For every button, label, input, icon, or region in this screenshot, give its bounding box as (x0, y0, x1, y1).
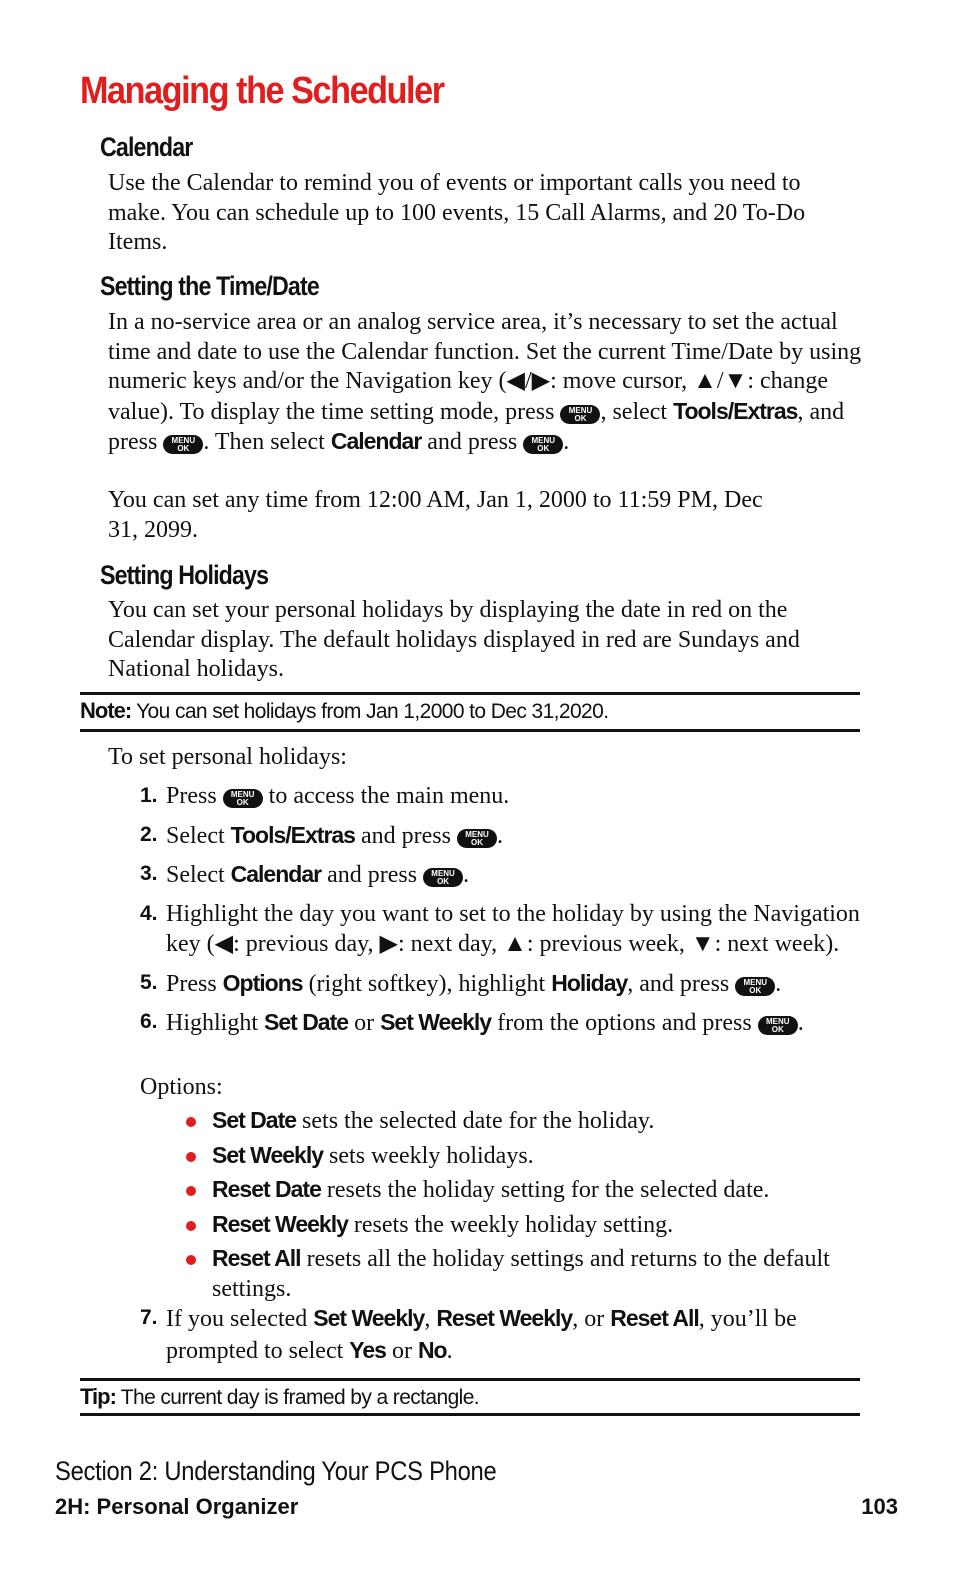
step-number: 1. (140, 784, 158, 807)
text-run: , and press (627, 970, 736, 997)
tip-label: Tip: (80, 1384, 116, 1409)
tip-text: The current day is framed by a rectangle. (115, 1386, 480, 1409)
menu-ok-key-icon (457, 829, 497, 848)
text-run: : next week). (714, 931, 840, 957)
page-title: Managing the Scheduler (80, 70, 444, 112)
step-number: 5. (140, 970, 158, 994)
option-item (186, 1244, 866, 1304)
text-run: , or (572, 1306, 611, 1332)
step-number: 6. (140, 1010, 158, 1033)
text-run: . (496, 822, 503, 849)
menu-ok-key-icon (223, 789, 263, 808)
menu-term: Options (222, 969, 303, 996)
text-run: Select (166, 822, 231, 849)
left-arrow-icon: ◀ (214, 931, 234, 957)
option-name: Reset Date (212, 1176, 321, 1202)
text-run: , and press (108, 398, 845, 455)
menu-term: Holiday (551, 969, 628, 996)
key-top-label: MENU (568, 405, 593, 415)
key-top-label: MENU (765, 1017, 790, 1026)
step-number: 7. (140, 1306, 158, 1329)
tip-bottom-rule (80, 1413, 860, 1416)
menu-term: Set Weekly (380, 1009, 492, 1035)
text-run: or (385, 1337, 418, 1364)
option-item (186, 1141, 866, 1172)
option-description: sets weekly holidays. (323, 1142, 534, 1169)
time-date-paragraph (108, 308, 863, 458)
option-name: Set Weekly (212, 1141, 324, 1168)
option-description: resets the weekly holiday setting. (347, 1211, 674, 1238)
key-bottom-label: OK (537, 444, 550, 453)
menu-term: Yes (349, 1336, 386, 1363)
steps-intro: To set personal holidays: (108, 744, 347, 770)
up-arrow-icon: ▲ (503, 931, 527, 957)
option-name: Reset All (212, 1245, 301, 1271)
calendar-paragraph: Use the Calendar to remind you of events or important calls you need to make. You can schedule up to 100 events, 15 Call Alarms, and 20 To-Do Items. (108, 170, 806, 255)
menu-ok-key-icon (560, 405, 600, 424)
key-top-label: MENU (743, 977, 768, 987)
holidays-paragraph: You can set your personal holidays by displaying the date in red on the Calendar display. The default holidays displayed in red are Sundays and National holidays. (108, 597, 800, 682)
steps-list-continued (140, 1303, 860, 1366)
text-run: (right softkey), highlight (302, 970, 552, 997)
menu-term: Reset Weekly (436, 1305, 573, 1331)
text-run: : previous day, (233, 931, 380, 957)
step-5 (140, 968, 860, 1000)
bullet-icon (186, 1117, 196, 1127)
text-run: : previous week, (526, 931, 691, 957)
text-run: In a no-service area or an analog service area, it’s necessary to set the actual time and date to use the Calendar function. Set the current Time/Date by using numeric keys and/or the Navigation key ( (108, 309, 862, 394)
text-run: , select (600, 398, 674, 425)
text-run: . (797, 1010, 804, 1036)
time-date-heading: Setting the Time/Date (100, 271, 319, 301)
text-run: to access the main menu. (262, 783, 510, 809)
option-name: Set Date (212, 1107, 297, 1133)
note-top-rule (80, 692, 860, 695)
bullet-icon (186, 1152, 196, 1162)
text-run: . (463, 862, 470, 888)
text-run: . (775, 970, 782, 997)
text-run: . (563, 429, 570, 455)
text-run: : next day, (398, 931, 504, 957)
steps-list (140, 781, 860, 1039)
menu-term: Reset All (610, 1305, 699, 1331)
text-run: . Then select (203, 429, 331, 455)
menu-term: No (417, 1336, 447, 1363)
note-text: You can set holidays from Jan 1,2000 to Dec 31,2020. (131, 700, 609, 723)
text-run: : move cursor, (550, 368, 694, 394)
text-run: Highlight the day you want to set to the holiday by using the Navigation key ( (166, 900, 860, 957)
text-run: : change value). To display the time setting mode, press (108, 368, 828, 425)
menu-ok-key-icon (423, 868, 463, 887)
step-number: 4. (140, 901, 158, 925)
note-label: Note: (80, 698, 132, 723)
step-6 (140, 1007, 860, 1039)
right-arrow-icon: ▶ (379, 931, 399, 957)
text-run: and press (421, 429, 524, 455)
key-bottom-label: OK (437, 877, 450, 886)
option-item (186, 1210, 866, 1241)
options-list (186, 1106, 866, 1308)
text-run: Highlight (166, 1010, 265, 1036)
footer-section: Section 2: Understanding Your PCS Phone (55, 1456, 497, 1486)
menu-term: Set Weekly (313, 1305, 425, 1331)
bullet-icon (186, 1221, 196, 1231)
options-label: Options: (140, 1074, 223, 1100)
text-run: Press (166, 783, 223, 809)
key-bottom-label: OK (574, 413, 587, 423)
key-bottom-label: OK (470, 837, 483, 847)
menu-term: Calendar (230, 861, 322, 887)
bullet-icon (186, 1186, 196, 1196)
text-run: . (446, 1337, 453, 1364)
note-bottom-rule (80, 729, 860, 732)
text-run: and press (321, 862, 424, 888)
option-description: resets the holiday setting for the selected date. (320, 1177, 770, 1203)
holidays-heading: Setting Holidays (100, 560, 269, 590)
key-top-label: MENU (171, 436, 196, 445)
footer-chapter: 2H: Personal Organizer (55, 1494, 299, 1519)
page-number: 103 (861, 1494, 898, 1519)
text-run: and press (354, 822, 457, 849)
calendar-heading: Calendar (100, 132, 193, 162)
key-top-label: MENU (531, 436, 556, 445)
key-top-label: MENU (465, 829, 489, 839)
tip-box (80, 1384, 860, 1410)
menu-ok-key-icon (163, 435, 203, 454)
menu-ok-key-icon (523, 435, 563, 454)
key-bottom-label: OK (749, 985, 762, 995)
left-right-arrows-icon: ◀/▶ (506, 368, 551, 394)
text-run: Select (166, 862, 231, 888)
text-run: , (424, 1306, 437, 1332)
step-4 (140, 899, 860, 960)
text-run: If you selected (166, 1306, 314, 1332)
menu-ok-key-icon (735, 977, 775, 996)
text-run: , you’ll be prompted to select (166, 1306, 797, 1364)
option-item (186, 1106, 866, 1137)
up-down-arrows-icon: ▲/▼ (693, 368, 748, 394)
note-box (80, 698, 860, 724)
text-run: Press (166, 970, 223, 997)
step-2 (140, 820, 860, 852)
key-bottom-label: OK (771, 1025, 784, 1034)
option-item (186, 1175, 866, 1206)
menu-ok-key-icon (758, 1016, 798, 1035)
option-description: sets the selected date for the holiday. (296, 1108, 655, 1134)
menu-term: Tools/Extras (673, 397, 798, 424)
key-bottom-label: OK (236, 798, 249, 807)
text-run: from the options and press (491, 1010, 758, 1036)
step-7 (140, 1303, 860, 1366)
tip-top-rule (80, 1378, 860, 1381)
step-1 (140, 781, 860, 812)
option-name: Reset Weekly (212, 1210, 348, 1237)
key-top-label: MENU (431, 869, 455, 878)
text-run: or (348, 1010, 381, 1036)
step-number: 3. (140, 862, 158, 885)
menu-term: Set Date (264, 1009, 349, 1035)
key-top-label: MENU (230, 790, 255, 799)
menu-term: Calendar (330, 428, 422, 454)
step-3 (140, 859, 860, 891)
option-description: resets all the holiday settings and returns to the default settings. (212, 1246, 830, 1302)
time-range-paragraph: You can set any time from 12:00 AM, Jan 1, 2000 to 11:59 PM, Dec 31, 2099. (108, 487, 763, 543)
key-bottom-label: OK (177, 444, 190, 453)
step-number: 2. (140, 822, 158, 846)
bullet-icon (186, 1255, 196, 1265)
menu-term: Tools/Extras (230, 821, 355, 848)
down-arrow-icon: ▼ (690, 931, 715, 957)
